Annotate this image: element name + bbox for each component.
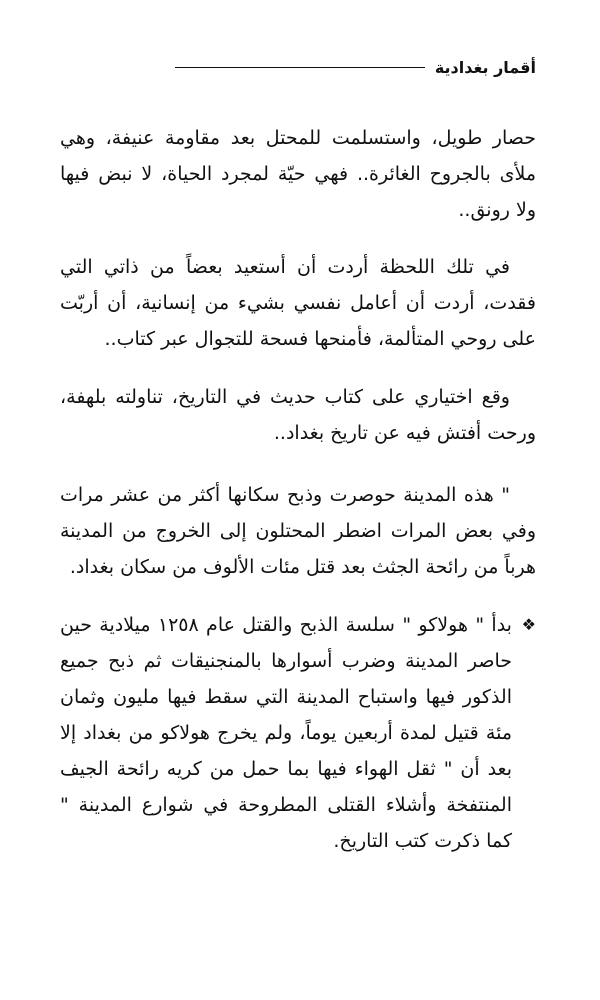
bullet-text: بدأ " هولاكو " سلسة الذبح والقتل عام ١٢٥٨ ميلادية حين حاصر المدينة وضرب أسوارها بالمنجنيقات ثم ذبح جميع الذكور فيها واستباح المدينة التي سقط فيها مليون وثمان مئة قتيل لمدة أربعين يوماً، ولم يخرج هولاكو من بغداد إلا بعد أن " ثقل الهواء فيها بما حمل من كريه رائحة الجيف المنتفخة وأشلاء القتلى المطروحة في شوارع المدينة " كما ذكرت كتب التاريخ. (60, 614, 512, 852)
paragraph-4: " هذه المدينة حوصرت وذبح سكانها أكثر من عشر مرات وفي بعض المرات اضطر المحتلون إلى الخروج من المدينة هرباً من رائحة الجثث بعد قتل مئات الألوف من سكان بغداد. (60, 484, 536, 578)
book-title: أقمار بغدادية (434, 58, 536, 77)
paragraph-3: وقع اختياري على كتاب حديث في التاريخ، تناولته بلهفة، ورحت أفتش فيه عن تاريخ بغداد.. (60, 386, 536, 444)
diamond-bullet-icon: ❖ (521, 615, 536, 634)
page-body (60, 120, 536, 859)
running-header (175, 58, 536, 78)
paragraph-2: في تلك اللحظة أردت أن أستعيد بعضاً من ذاتي التي فقدت، أردت أن أعامل نفسي بشيء من إنسانية، أن أربّت على روحي المتألمة، فأمنحها فسحة للتجوال عبر كتاب.. (60, 256, 536, 350)
paragraph-1: حصار طويل، واستسلمت للمحتل بعد مقاومة عنيفة، وهي ملأى بالجروح الغائرة.. فهي حيّة لمجرد الحياة، لا نبض فيها ولا رونق.. (60, 127, 536, 221)
header-rule (175, 67, 425, 68)
bullet-paragraph (60, 607, 536, 859)
